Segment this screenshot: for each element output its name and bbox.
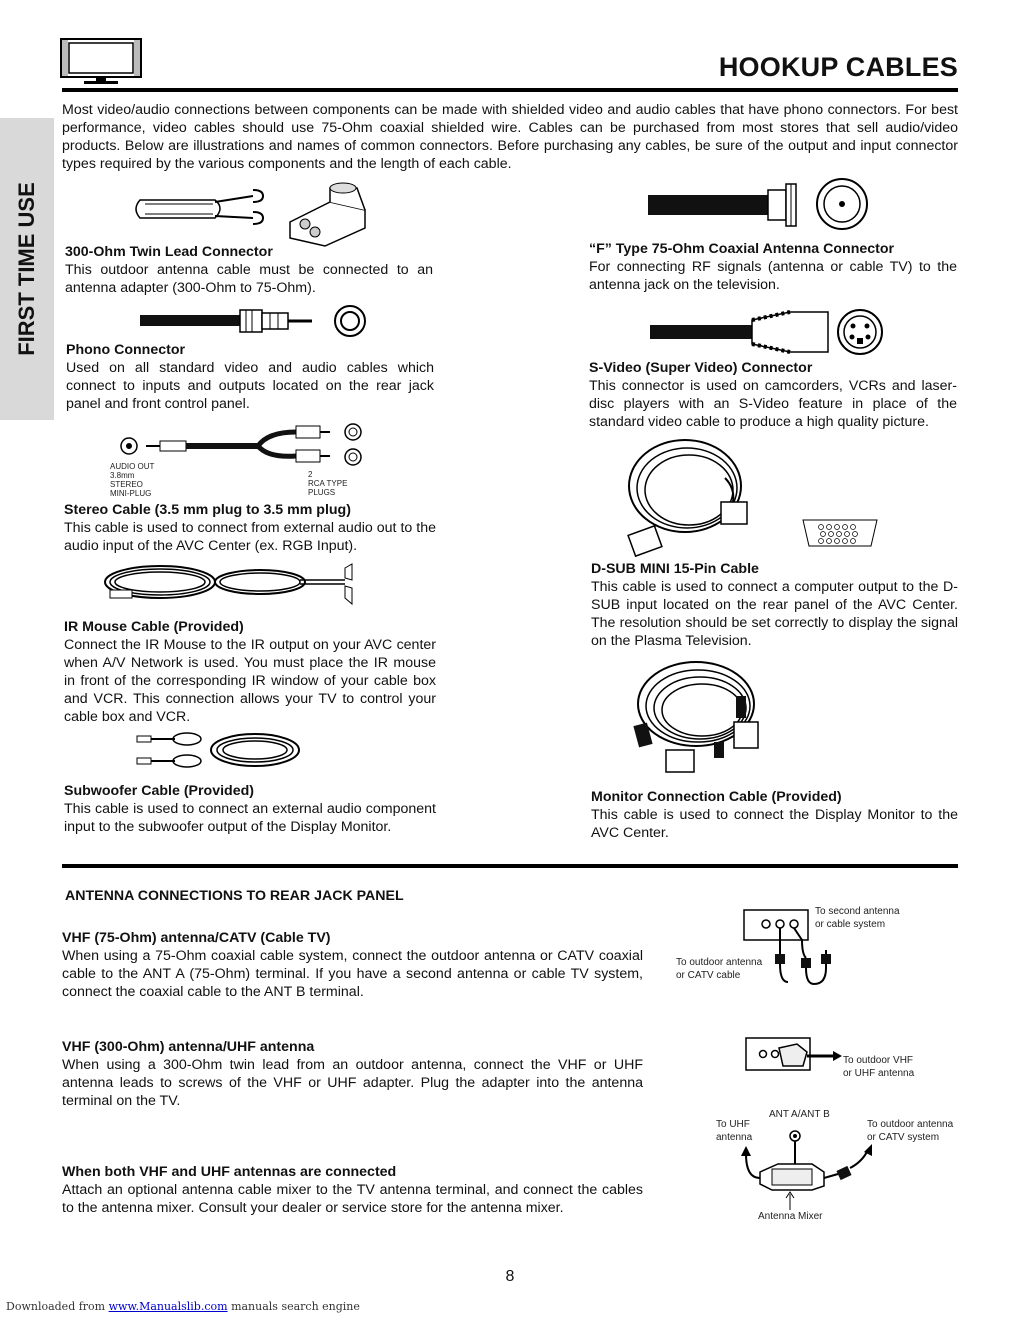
manualslib-link[interactable]: www.Manualslib.com xyxy=(108,1300,228,1313)
label-outdoor-vhf xyxy=(843,1055,914,1080)
cable-description: This connector is used on camcorders, VCRs and laser-disc players with an S-Video feature in place of the standard video cable to produce a high quality picture. xyxy=(589,378,957,430)
label-line: To outdoor antenna xyxy=(676,957,763,968)
label-outdoor-catv xyxy=(676,957,762,982)
label-ant-ab: ANT A/ANT B xyxy=(769,1109,830,1120)
stereo-plug-label xyxy=(110,462,154,498)
antenna-description: Attach an optional antenna cable mixer to the TV antenna terminal, and connect the cables to the antenna mixer. Consult your dealer or service store for the antenna mixer. xyxy=(62,1182,643,1216)
antenna-description: When using a 75-Ohm coaxial cable system, connect the outdoor antenna or CATV coaxial cable to the ANT A (75-Ohm) terminal. If you have a second antenna or cable TV system, connect the coaxial cable to the ANT B terminal. xyxy=(62,948,643,1000)
antenna-item-mixer xyxy=(62,1163,643,1217)
antenna-item-vhf-75 xyxy=(62,929,643,1001)
footer-suffix: manuals search engine xyxy=(231,1300,360,1313)
cable-heading: D-SUB MINI 15-Pin Cable xyxy=(591,561,759,577)
label-line: AUDIO OUT xyxy=(110,462,155,471)
ir-mouse-cable-illustration xyxy=(100,560,362,608)
footer-prefix: Downloaded from xyxy=(6,1300,106,1313)
phono-connector-illustration xyxy=(140,304,370,338)
page-number: 8 xyxy=(505,1268,515,1285)
cable-description: This cable is used to connect an external audio component input to the subwoofer output of the Display Monitor. xyxy=(64,801,436,835)
cable-description: This cable is used to connect from external audio out to the audio input of the AVC Center (ex. RGB Input). xyxy=(64,520,436,554)
label-line: or CATV cable xyxy=(676,969,741,981)
cable-item-subwoofer xyxy=(64,782,436,836)
label-outdoor-catv-system xyxy=(867,1119,953,1144)
label-line: To second antenna xyxy=(815,906,900,917)
label-second-antenna xyxy=(815,906,900,931)
cable-item-s-video xyxy=(589,359,957,431)
label-line: 2 xyxy=(308,470,313,479)
download-footer xyxy=(6,1300,360,1313)
cable-heading: Monitor Connection Cable (Provided) xyxy=(591,789,842,805)
cable-item-d-sub xyxy=(591,560,958,650)
cable-item-ir-mouse xyxy=(64,618,436,726)
antenna-heading: VHF (300-Ohm) antenna/UHF antenna xyxy=(62,1039,315,1055)
label-line: To outdoor antenna xyxy=(867,1119,954,1130)
label-line: To UHF xyxy=(716,1119,750,1130)
tv-monitor-icon xyxy=(60,38,142,84)
antenna-heading: When both VHF and UHF antennas are connected xyxy=(62,1164,397,1180)
antenna-item-vhf-300 xyxy=(62,1038,643,1110)
label-antenna-mixer: Antenna Mixer xyxy=(758,1211,823,1222)
cable-description: This outdoor antenna cable must be connected to an antenna adapter (300-Ohm to 75-Ohm). xyxy=(65,262,433,296)
cable-item-f-type xyxy=(589,240,957,294)
label-line: antenna xyxy=(716,1131,753,1143)
cable-item-twin-lead xyxy=(65,243,433,297)
s-video-connector-illustration xyxy=(650,308,890,356)
antenna-section-title: ANTENNA CONNECTIONS TO REAR JACK PANEL xyxy=(65,888,404,904)
cable-heading: IR Mouse Cable (Provided) xyxy=(64,619,244,635)
stereo-cable-illustration xyxy=(118,420,368,468)
page-title: HOOKUP CABLES xyxy=(718,52,958,82)
cable-description: This cable is used to connect the Display Monitor to the AVC Center. xyxy=(591,807,958,841)
cable-item-monitor-connection xyxy=(591,788,958,842)
header-rule xyxy=(62,88,958,92)
subwoofer-cable-illustration xyxy=(135,728,305,772)
label-line: 3.8mm xyxy=(110,471,135,480)
antenna-description: When using a 300-Ohm twin lead from an outdoor antenna, connect the VHF or UHF antenna leads to screws of the VHF or UHF adapter. Plug the adapter into the antenna terminal on the TV. xyxy=(62,1057,643,1109)
label-line: or cable system xyxy=(815,918,886,930)
label-line: RCA TYPE xyxy=(308,479,348,488)
cable-heading: Subwoofer Cable (Provided) xyxy=(64,783,254,799)
cable-heading: Phono Connector xyxy=(66,342,186,358)
sidebar-label: FIRST TIME USE xyxy=(14,182,39,356)
cable-heading: “F” Type 75-Ohm Coaxial Antenna Connector xyxy=(589,241,895,257)
twin-lead-connector-illustration xyxy=(135,180,375,250)
section-rule xyxy=(62,864,958,868)
monitor-connection-cable-illustration xyxy=(632,658,772,776)
cable-description: Connect the IR Mouse to the IR output on your AVC center when A/V Network is used. You must place the IR mouse in front of the corresponding IR window of your cable box and VCR. This connection allows your TV to control your cable box and VCR. xyxy=(64,637,436,725)
label-line: or CATV system xyxy=(867,1131,940,1143)
cable-item-phono xyxy=(66,341,434,413)
d-sub-cable-illustration xyxy=(625,438,885,556)
antenna-mixer-diagram xyxy=(738,1124,878,1210)
intro-paragraph: Most video/audio connections between components can be made with shielded video and audio cables that have phono connectors. For best performance, video cables should use 75-Ohm coaxial shielded wire. Cables can be purchased from most stores that sell audio/video products. Below are illustrations and names of common connectors. Before purchasing any cables, be sure of the output and input connector types required by the various components and the length of each cable. xyxy=(62,102,958,172)
vhf-uhf-adapter-diagram xyxy=(745,1036,845,1076)
cable-heading: Stereo Cable (3.5 mm plug to 3.5 mm plug) xyxy=(64,502,351,518)
cable-heading: S-Video (Super Video) Connector xyxy=(589,360,813,376)
label-line: or UHF antenna xyxy=(843,1067,915,1079)
cable-description: For connecting RF signals (antenna or cable TV) to the antenna jack on the television. xyxy=(589,259,957,293)
label-line: MINI-PLUG xyxy=(110,489,152,498)
cable-description: This cable is used to connect a computer output to the D-SUB input located on the rear panel of the AVC Center. The resolution should be set correctly to display the signal on the Plasma Television. xyxy=(591,579,958,649)
label-line: STEREO xyxy=(110,480,143,489)
cable-heading: 300-Ohm Twin Lead Connector xyxy=(65,244,273,260)
label-line: To outdoor VHF xyxy=(843,1055,914,1066)
rca-plugs-label xyxy=(308,470,347,497)
f-type-connector-illustration xyxy=(646,176,876,232)
cable-item-stereo xyxy=(64,501,436,555)
antenna-heading: VHF (75-Ohm) antenna/CATV (Cable TV) xyxy=(62,930,331,946)
label-line: PLUGS xyxy=(308,488,336,497)
cable-description: Used on all standard video and audio cables which connect to inputs and outputs located on the rear jack panel and front control panel. xyxy=(66,360,434,412)
